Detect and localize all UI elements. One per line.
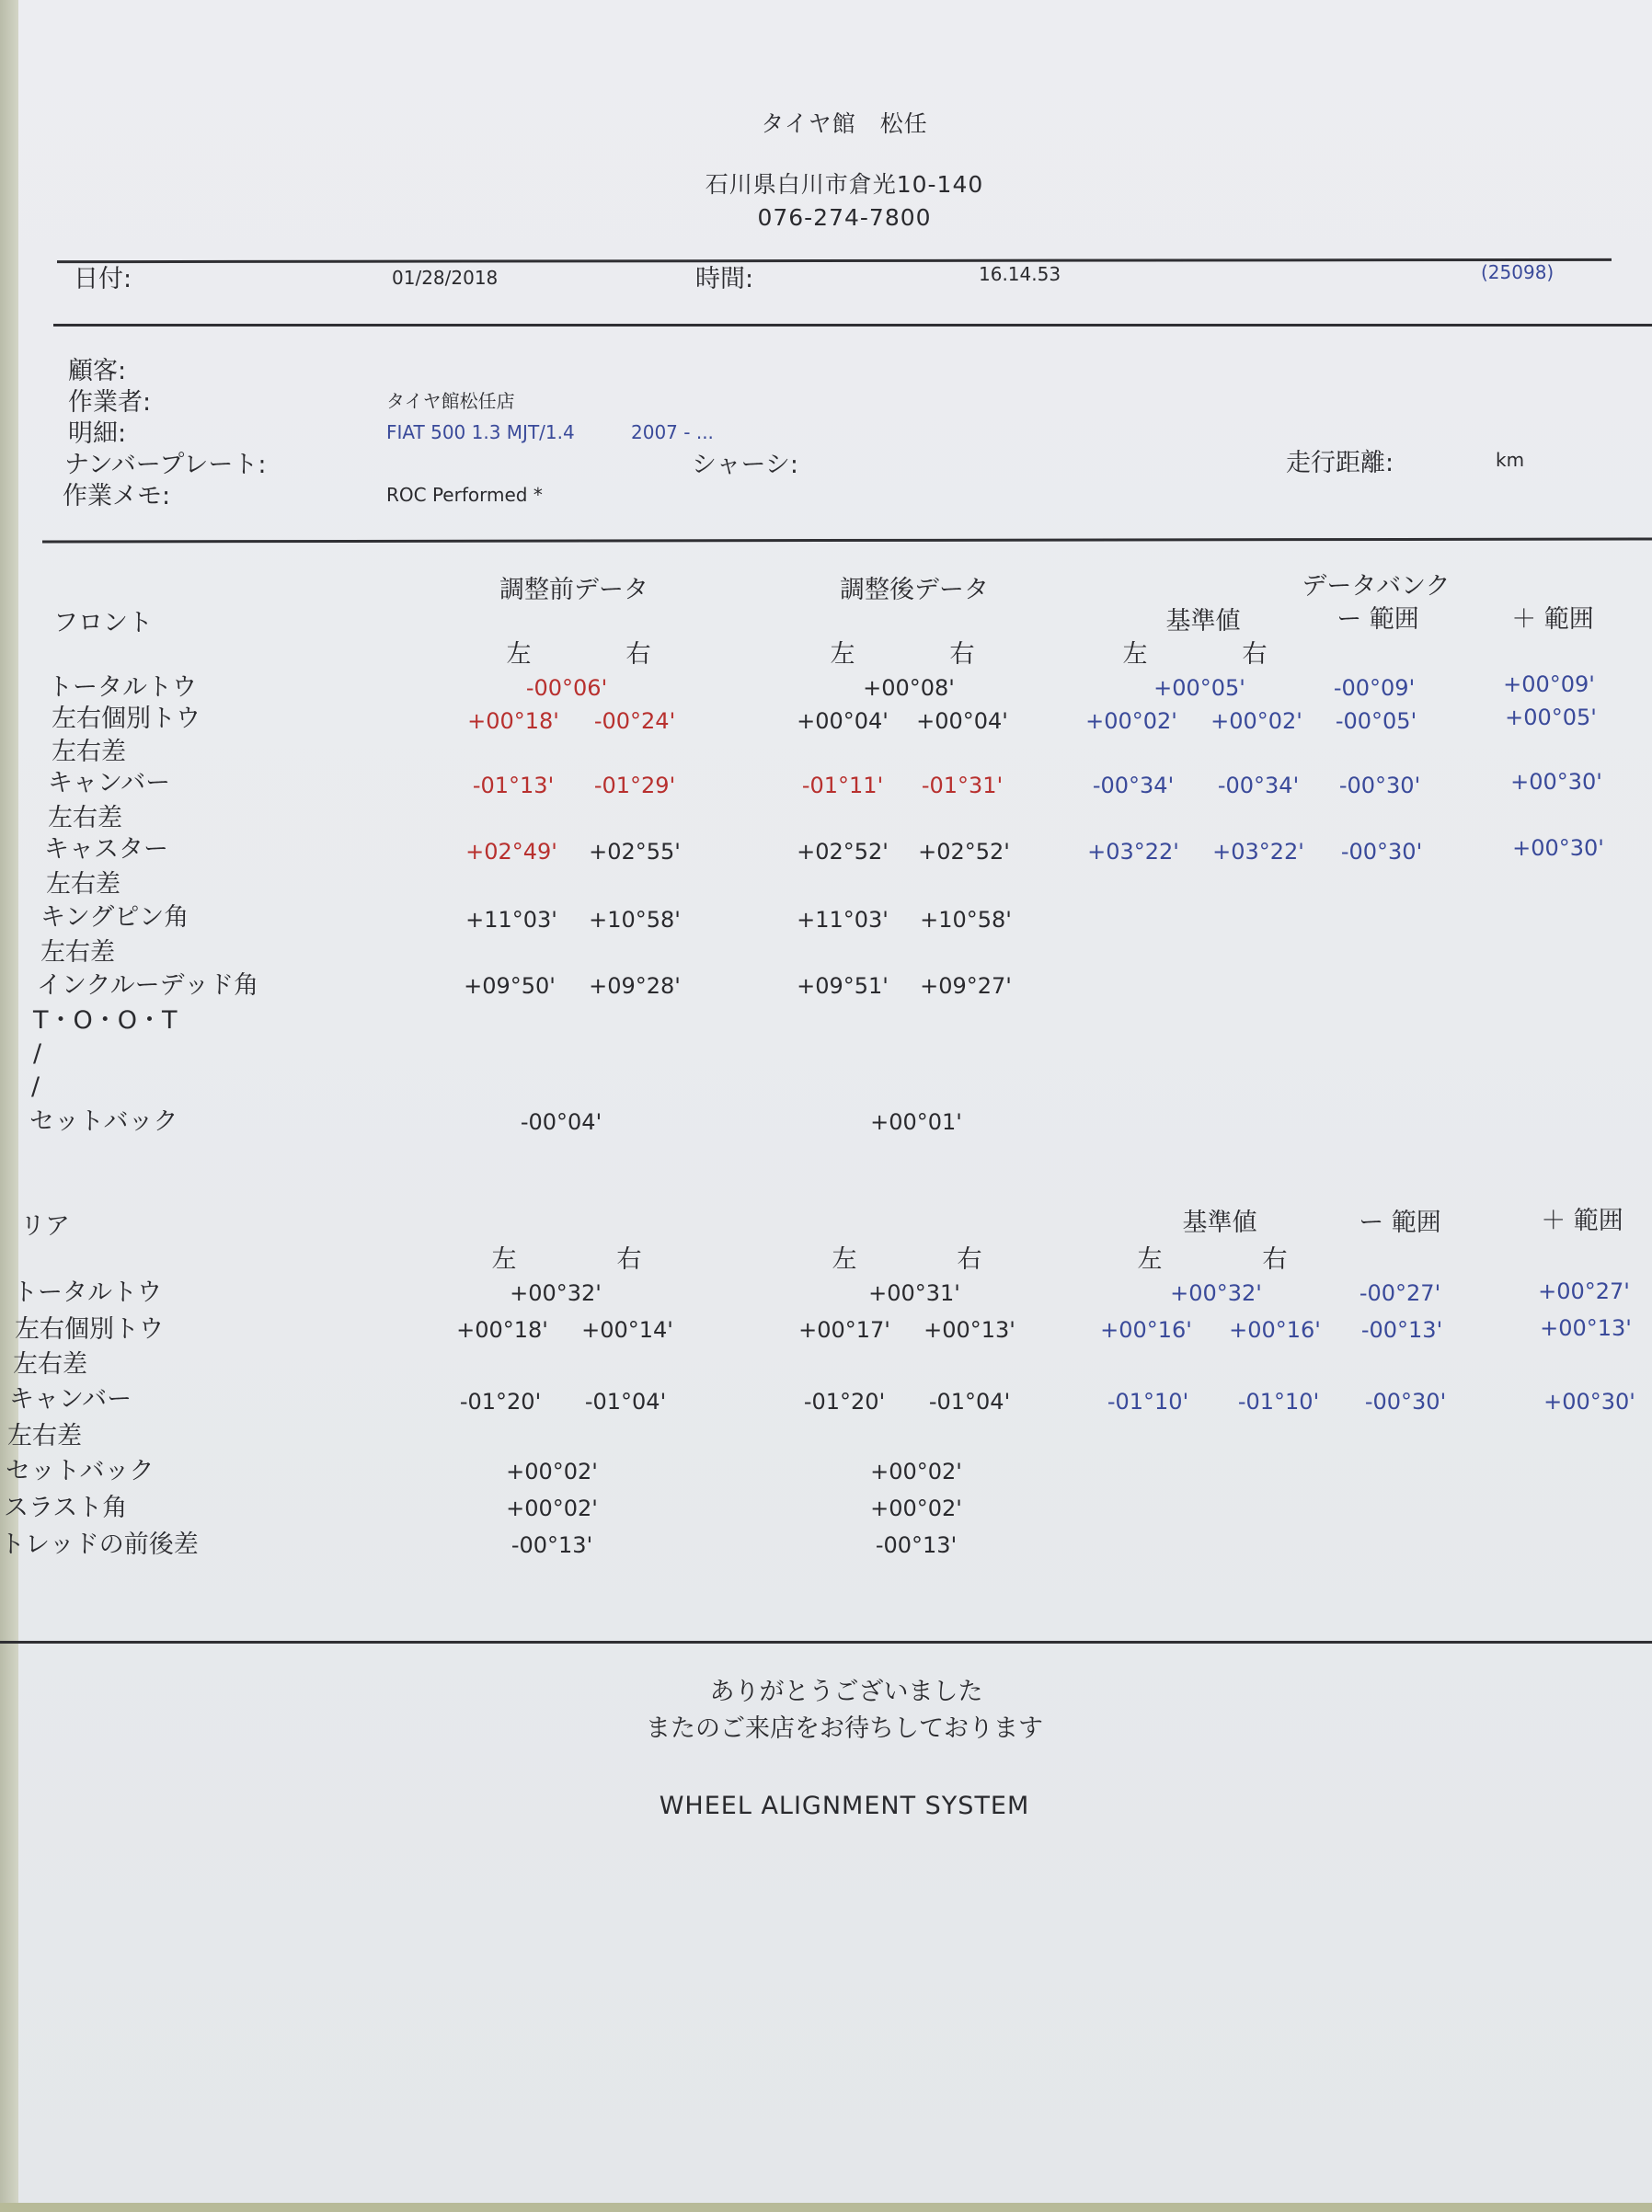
front-kingpin-after-right: +10°58' [920,907,1012,933]
mileage-unit: km [1496,449,1525,471]
front-caster-ref-right: +03°22' [1212,839,1304,865]
rear-camber-before-right: -01°04' [584,1389,667,1415]
spec-label: 明細: [68,419,127,448]
customer-label: 顧客: [68,357,127,385]
rear-ref-header: 基準値 [1182,1209,1257,1237]
operator-value: タイヤ館松任店 [386,390,515,412]
front-toe-after-right: +00°04' [916,708,1008,734]
rear-row-label: トレッドの前後差 [0,1530,199,1559]
footer-thanks: ありがとうございました [709,1678,983,1706]
rear-toe-ref-left: +00°16' [1100,1317,1192,1343]
rear-row-label: 左右差 [7,1422,82,1450]
rear-ref-left-header: 左 [1137,1245,1163,1274]
front-toe-plus: +00°05' [1505,705,1597,730]
footer-system-name: WHEEL ALIGNMENT SYSTEM [659,1792,1030,1820]
rear-tread-before: -00°13' [511,1532,593,1558]
front-caster-plus: +00°30' [1512,835,1604,861]
rear-plus-header: ＋ 範囲 [1541,1207,1623,1235]
front-camber-after-right: -01°31' [921,773,1004,798]
shop-phone: 076-274-7800 [757,204,932,231]
front-total-toe-ref: +00°05' [1153,675,1245,701]
front-before-right-header: 右 [625,640,651,669]
vehicle-year: 2007 - ... [631,421,714,443]
rear-toe-before-right: +00°14' [581,1317,673,1343]
desk-bottom [0,2203,1652,2212]
front-row-label: / [33,1039,42,1068]
front-row-label: インクルーデッド角 [37,971,259,1000]
chassis-label: シャーシ: [692,451,799,479]
rear-thrust-before: +00°02' [506,1496,598,1521]
rear-minus-header: ー 範囲 [1359,1209,1441,1237]
rear-setback-before: +00°02' [506,1459,598,1484]
time-value: 16.14.53 [979,263,1061,285]
rear-toe-after-right: +00°13' [924,1317,1015,1343]
front-included-after-right: +09°27' [920,973,1012,999]
front-kingpin-before-right: +10°58' [589,907,681,933]
rear-row-label: トータルトウ [13,1278,162,1307]
front-toe-after-left: +00°04' [797,708,889,734]
date-label: 日付: [74,265,132,293]
front-total-toe-after: +00°08' [863,675,955,701]
front-setback-after: +00°01' [870,1109,962,1135]
rear-total-toe-minus: -00°27' [1359,1280,1441,1306]
rear-row-label: キャンバー [9,1385,132,1414]
rear-ref-right-header: 右 [1262,1245,1288,1274]
operator-label: 作業者: [68,388,152,417]
rear-row-label: 左右差 [13,1350,87,1379]
rear-camber-plus: +00°30' [1543,1389,1635,1415]
memo-label: 作業メモ: [63,482,171,510]
mileage-label: 走行距離: [1286,449,1394,477]
front-setback-before: -00°04' [520,1109,602,1135]
front-camber-ref-left: -00°34' [1092,773,1175,798]
plate-label: ナンバープレート: [64,451,267,479]
front-camber-before-right: -01°29' [593,773,676,798]
front-caster-ref-left: +03°22' [1087,839,1179,865]
front-row-label: 左右差 [40,938,115,967]
front-included-before-left: +09°50' [464,973,556,999]
front-before-left-header: 左 [506,640,532,669]
front-caster-minus: -00°30' [1340,839,1423,865]
date-value: 01/28/2018 [392,267,499,289]
record-id: (25098) [1481,261,1554,283]
rear-camber-before-left: -01°20' [459,1389,542,1415]
front-total-toe-plus: +00°09' [1503,671,1595,697]
front-toe-before-left: +00°18' [467,708,559,734]
rear-camber-after-left: -01°20' [803,1389,886,1415]
rear-setback-after: +00°02' [870,1459,962,1484]
front-row-label: / [31,1072,40,1101]
rear-row-label: セットバック [6,1457,155,1485]
front-ref-left-header: 左 [1122,640,1148,669]
memo-value: ROC Performed * [386,484,543,506]
rear-camber-ref-left: -01°10' [1107,1389,1189,1415]
front-included-after-left: +09°51' [797,973,889,999]
alignment-report-sheet [18,0,1652,2203]
shop-name: タイヤ館 松任 [761,110,928,137]
front-camber-ref-right: -00°34' [1217,773,1300,798]
front-camber-before-left: -01°13' [472,773,555,798]
vehicle-value: FIAT 500 1.3 MJT/1.4 [386,421,575,443]
front-databank-header: データバンク [1302,572,1451,601]
front-caster-before-right: +02°55' [589,839,681,865]
rear-row-label: 左右個別トウ [15,1315,164,1344]
front-row-label: キャスター [44,835,168,864]
front-after-header: 調整後データ [840,576,989,604]
front-row-label: セットバック [29,1107,178,1136]
front-caster-after-left: +02°52' [797,839,889,865]
front-camber-plus: +00°30' [1510,769,1602,795]
rear-tread-after: -00°13' [875,1532,958,1558]
front-plus-header: ＋ 範囲 [1511,605,1594,634]
front-section-title: フロント [53,609,153,637]
front-row-label: 左右差 [52,738,126,766]
footer-await: またのご来店をお待ちしております [646,1714,1043,1743]
front-after-left-header: 左 [830,640,855,669]
rear-camber-ref-right: -01°10' [1237,1389,1320,1415]
front-camber-after-left: -01°11' [801,773,884,798]
front-ref-header: 基準値 [1165,607,1241,636]
rear-after-left-header: 左 [832,1245,857,1274]
front-caster-before-left: +02°49' [465,839,557,865]
rear-total-toe-plus: +00°27' [1538,1278,1630,1304]
front-after-right-header: 右 [949,640,975,669]
front-toe-minus: -00°05' [1335,708,1417,734]
rear-total-toe-ref: +00°32' [1170,1280,1262,1306]
front-camber-minus: -00°30' [1338,773,1421,798]
rear-row-label: スラスト角 [4,1494,128,1522]
rear-camber-minus: -00°30' [1364,1389,1447,1415]
rear-after-right-header: 右 [957,1245,982,1274]
front-ref-right-header: 右 [1242,640,1268,669]
shop-address: 石川県白川市倉光10-140 [705,171,984,198]
rear-toe-after-left: +00°17' [798,1317,890,1343]
front-kingpin-after-left: +11°03' [797,907,889,933]
front-row-label: T・O・O・T [33,1006,178,1035]
rear-section-title: リア [20,1212,70,1241]
rear-total-toe-after: +00°31' [868,1280,960,1306]
front-caster-after-right: +02°52' [918,839,1010,865]
front-minus-header: ー 範囲 [1337,605,1419,634]
front-toe-ref-left: +00°02' [1085,708,1177,734]
front-row-label: キングピン角 [40,903,189,932]
rear-before-right-header: 右 [616,1245,642,1274]
time-label: 時間: [695,265,754,293]
rear-thrust-after: +00°02' [870,1496,962,1521]
front-included-before-right: +09°28' [589,973,681,999]
rear-before-left-header: 左 [491,1245,517,1274]
rear-toe-plus: +00°13' [1540,1315,1632,1341]
front-toe-ref-right: +00°02' [1210,708,1302,734]
front-before-header: 調整前データ [499,576,648,604]
front-total-toe-minus: -00°09' [1333,675,1416,701]
footer-rule [0,1641,1652,1644]
desk-edge [0,0,18,2212]
rear-toe-minus: -00°13' [1360,1317,1443,1343]
front-row-label: 左右差 [46,870,120,899]
header-rule-bottom [53,324,1652,327]
front-toe-before-right: -00°24' [593,708,676,734]
rear-total-toe-before: +00°32' [510,1280,602,1306]
front-row-label: 左右個別トウ [52,705,201,733]
rear-camber-after-right: -01°04' [928,1389,1011,1415]
rear-toe-before-left: +00°18' [456,1317,548,1343]
front-row-label: トータルトウ [48,673,197,702]
front-kingpin-before-left: +11°03' [465,907,557,933]
front-row-label: キャンバー [48,769,171,797]
front-row-label: 左右差 [48,804,122,832]
front-total-toe-before: -00°06' [525,675,608,701]
rear-toe-ref-right: +00°16' [1229,1317,1321,1343]
